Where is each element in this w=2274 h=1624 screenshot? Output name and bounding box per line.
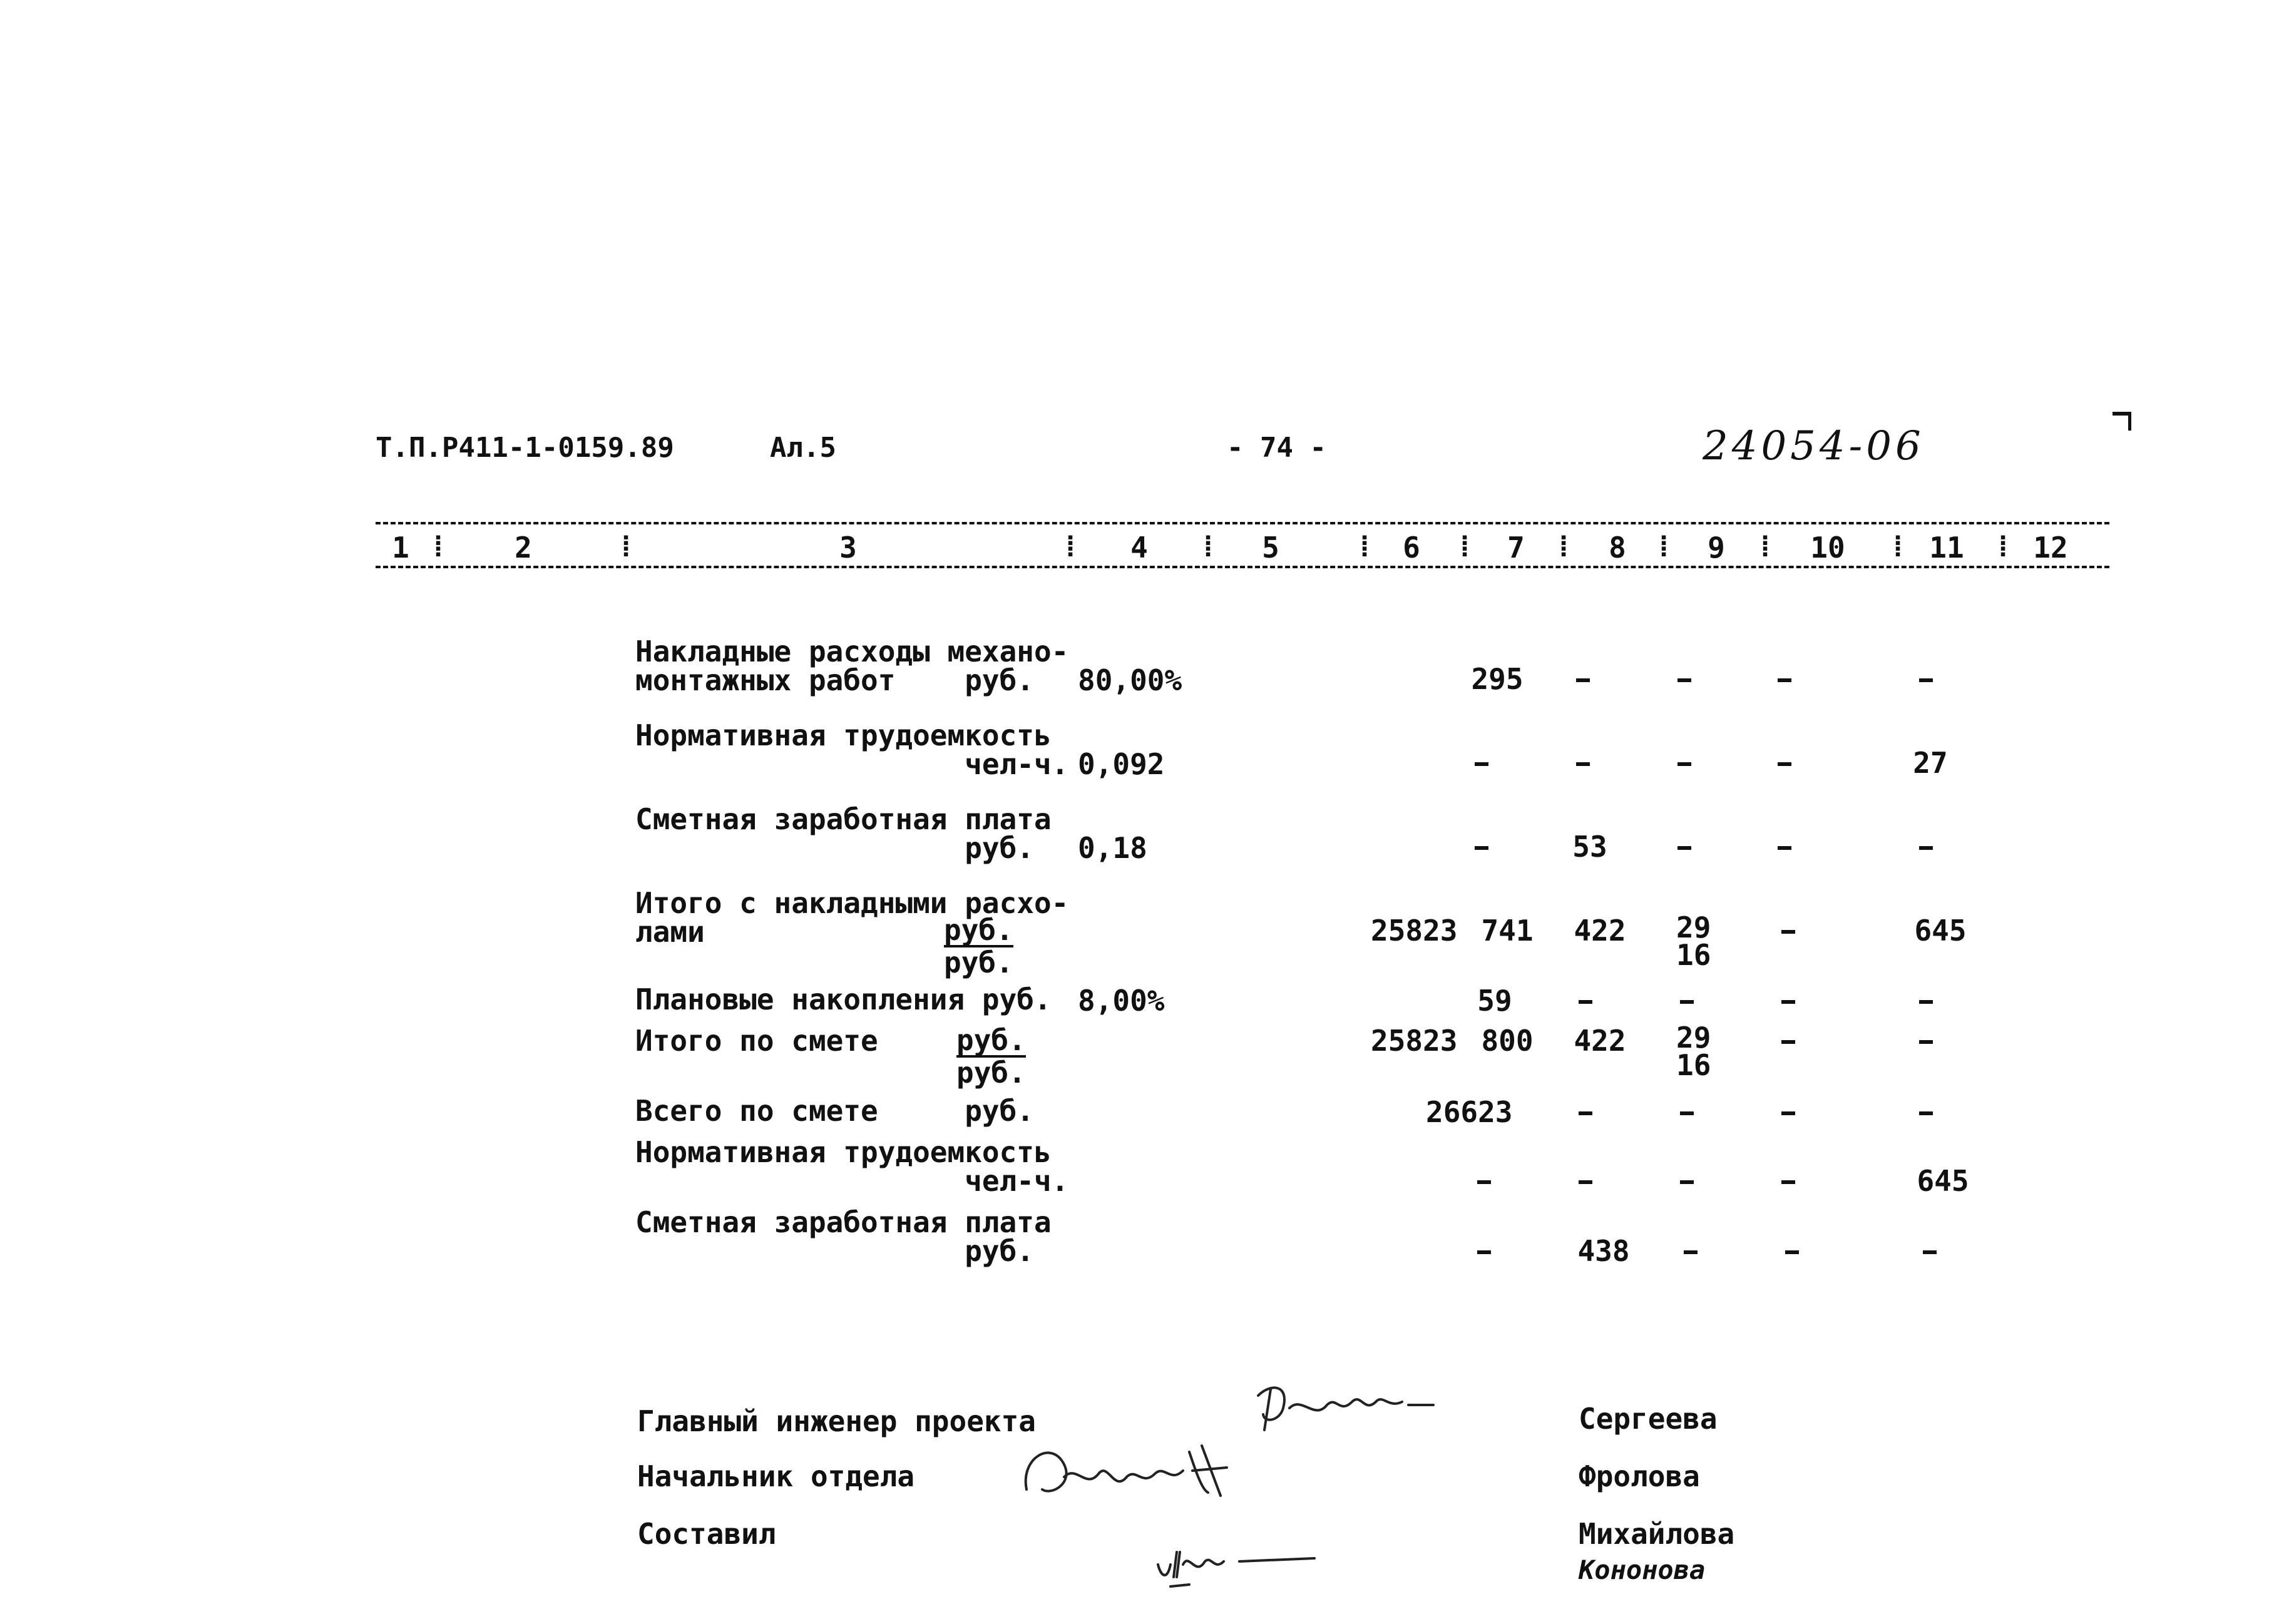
column-number: 12 — [2033, 531, 2068, 564]
column-number: 9 — [1708, 531, 1725, 564]
column-separator: ⁞ — [1655, 529, 1672, 563]
row-label-line: Нормативная трудоемкость — [635, 1135, 1052, 1169]
row-rate: 0,092 — [1078, 747, 1165, 781]
cell-col10-dash — [1778, 846, 1791, 850]
cell-col9-top: 29 — [1676, 911, 1711, 944]
cell-col7: 59 — [1477, 984, 1512, 1018]
column-number: 2 — [515, 531, 532, 564]
cell-col9-dash — [1677, 846, 1691, 850]
handwritten-signature — [1014, 1433, 1252, 1514]
cell-col11-dash — [1919, 1000, 1933, 1004]
cell-col11: 645 — [1917, 1164, 1969, 1198]
cell-col8-dash — [1576, 762, 1590, 766]
row-label-line: Сметная заработная плата — [635, 1205, 1052, 1239]
column-separator: ⁞ — [1994, 529, 2012, 563]
column-separator: ⁞ — [1456, 529, 1473, 563]
cell-col8-dash — [1579, 1180, 1592, 1184]
cell-col8: 53 — [1572, 830, 1607, 864]
unit-fraction-top: руб. — [944, 913, 1013, 947]
cell-col11: 27 — [1913, 746, 1948, 780]
stamp-number: 24054-06 — [1703, 423, 1925, 469]
column-number: 10 — [1810, 531, 1845, 564]
cell-col10-dash — [1781, 1000, 1795, 1004]
cell-col10-dash — [1778, 678, 1791, 682]
signature-role: Главный инженер проекта — [637, 1404, 1036, 1438]
column-number: 1 — [392, 531, 409, 564]
unit-fraction — [944, 913, 1013, 979]
cell-col11-dash — [1919, 1111, 1933, 1115]
cell-col8: 422 — [1574, 1024, 1626, 1058]
column-separator: ⁞ — [429, 529, 447, 563]
column-bar-top-rule — [376, 522, 2109, 524]
column-number: 5 — [1262, 531, 1279, 564]
column-number: 8 — [1609, 531, 1626, 564]
signature-name: Михайлова — [1579, 1517, 1735, 1551]
column-number: 6 — [1403, 531, 1420, 564]
cell-col9-bottom: 16 — [1676, 1048, 1711, 1082]
cell-col10-dash — [1781, 1180, 1795, 1184]
cell-col11-dash — [1919, 846, 1933, 850]
cell-col8: 422 — [1574, 914, 1626, 947]
row-label-line: руб. — [635, 1234, 1034, 1268]
row-rate: 8,00% — [1078, 984, 1165, 1018]
column-number: 7 — [1507, 531, 1525, 564]
row-label-line: Итого с накладными расхо- — [635, 886, 1069, 920]
row-label — [635, 637, 1068, 695]
unit-fraction-bottom: руб. — [944, 946, 1013, 979]
cell-col9-dash — [1680, 1000, 1694, 1004]
cell-col7-dash — [1477, 1180, 1491, 1184]
corner-mark — [2113, 412, 2130, 416]
corner-mark-v — [2128, 412, 2131, 431]
row-label-line: Плановые накопления руб. — [635, 983, 1052, 1016]
cell-col7: 800 — [1481, 1024, 1534, 1058]
column-number: 11 — [1929, 531, 1964, 564]
column-separator: ⁞ — [1199, 529, 1217, 563]
cell-col11-dash — [1923, 1250, 1937, 1254]
extra-name: Кононова — [1579, 1555, 1706, 1585]
column-number-bar — [376, 518, 2109, 571]
signature-role: Начальник отдела — [637, 1459, 915, 1493]
cell-col7-dash — [1477, 1250, 1491, 1254]
cell-col10-dash — [1781, 1040, 1795, 1044]
cell-col10-dash — [1778, 762, 1791, 766]
row-label-line: чел-ч. — [635, 747, 1069, 781]
cell-col7-dash — [1475, 846, 1488, 850]
column-bar-bottom-rule — [376, 566, 2109, 568]
cell-col11-dash — [1919, 1040, 1933, 1044]
row-rate: 80,00% — [1078, 663, 1182, 697]
column-number: 3 — [839, 531, 857, 564]
row-label-line: чел-ч. — [635, 1164, 1069, 1198]
cell-col6-7: 26623 — [1426, 1095, 1513, 1129]
unit-fraction-top: руб. — [956, 1023, 1026, 1057]
doc-code: Т.П.Р411-1-0159.89 — [376, 432, 674, 464]
row-label-line: Нормативная трудоемкость — [635, 718, 1052, 752]
row-label-line: руб. — [635, 831, 1034, 865]
column-separator: ⁞ — [1889, 529, 1907, 563]
cell-col10-dash — [1785, 1250, 1799, 1254]
cell-col11: 645 — [1914, 914, 1967, 947]
cell-col9-dash — [1680, 1180, 1694, 1184]
signature-role: Составил — [637, 1517, 776, 1551]
row-label-line: Накладные расходы механо- — [635, 635, 1069, 668]
page-number: - 74 - — [1227, 432, 1326, 464]
cell-col7: 741 — [1481, 914, 1534, 947]
cell-col7: 295 — [1471, 662, 1524, 696]
cell-col9-dash — [1680, 1111, 1694, 1115]
cell-col9-top: 29 — [1676, 1021, 1711, 1055]
column-separator: ⁞ — [617, 529, 635, 563]
row-label — [635, 802, 1052, 865]
row-label — [635, 1205, 1052, 1268]
cell-col6: 25823 — [1371, 1024, 1458, 1058]
cell-col8-dash — [1579, 1111, 1592, 1115]
column-separator: ⁞ — [1062, 529, 1079, 563]
cell-col9-bottom: 16 — [1676, 938, 1711, 972]
cell-col9-stack — [1676, 911, 1711, 972]
column-number: 4 — [1130, 531, 1148, 564]
row-label — [635, 1135, 1069, 1198]
row-label-line: Сметная заработная плата — [635, 802, 1052, 836]
cell-col6: 25823 — [1371, 914, 1458, 947]
handwritten-signature — [1145, 1527, 1333, 1596]
column-separator: ⁞ — [1756, 529, 1774, 563]
signature-name: Фролова — [1579, 1459, 1700, 1493]
cell-col9-dash — [1677, 762, 1691, 766]
cell-col10-dash — [1781, 1111, 1795, 1115]
cell-col8-dash — [1579, 1000, 1592, 1004]
column-separator: ⁞ — [1356, 529, 1373, 563]
cell-col7-dash — [1475, 762, 1488, 766]
row-label-line: Итого по смете — [635, 1024, 878, 1058]
signature-name: Сергеева — [1579, 1402, 1718, 1436]
unit-fraction-bottom: руб. — [956, 1056, 1026, 1090]
row-label-line: монтажных работ руб. — [635, 663, 1034, 697]
cell-col9-dash — [1684, 1250, 1698, 1254]
row-label — [635, 1024, 878, 1058]
row-label — [635, 985, 1052, 1014]
cell-col8: 438 — [1577, 1234, 1630, 1268]
row-label — [635, 1094, 1034, 1128]
cell-col10-dash — [1781, 930, 1795, 934]
handwritten-signature — [1246, 1371, 1446, 1446]
row-rate: 0,18 — [1078, 831, 1147, 865]
row-label-line: лами — [635, 915, 705, 949]
cell-col9-dash — [1677, 678, 1691, 682]
column-separator: ⁞ — [1555, 529, 1572, 563]
album-label: Ал.5 — [770, 432, 836, 464]
row-label-line: Всего по смете руб. — [635, 1094, 1034, 1128]
cell-col9-stack — [1676, 1021, 1711, 1082]
cell-col8-dash — [1576, 678, 1590, 682]
cell-col11-dash — [1919, 678, 1933, 682]
row-label — [635, 718, 1069, 781]
unit-fraction — [956, 1023, 1026, 1090]
